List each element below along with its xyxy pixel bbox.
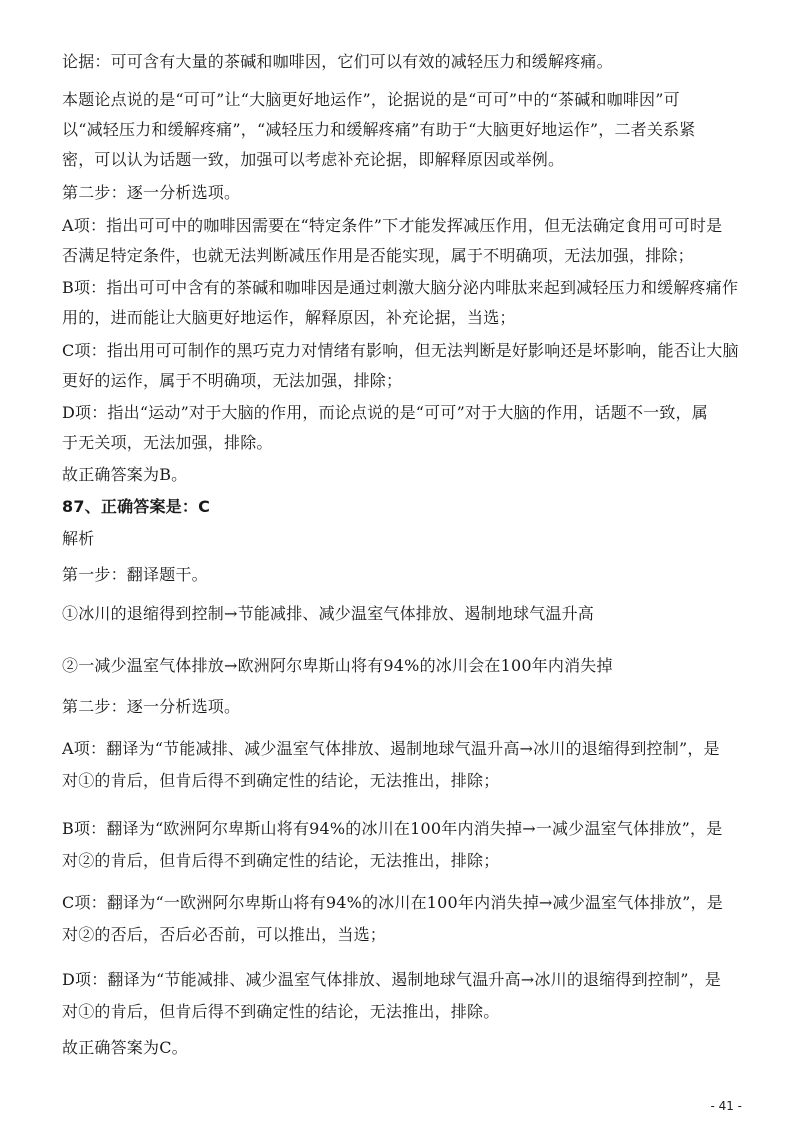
step-heading: 第一步：翻译题干。 bbox=[62, 565, 208, 584]
option-b-line: 用的，进而能让大脑更好地运作，解释原因，补充论据，当选； bbox=[62, 308, 516, 327]
option-c-line: 更好的运作，属于不明确项，无法加强，排除； bbox=[62, 371, 403, 390]
question-87-heading: 87、正确答案是：C bbox=[62, 497, 211, 516]
option-a-line: A项：指出可可中的咖啡因需要在“特定条件”下才能发挥减压作用，但无法确定食用可可时是 bbox=[62, 216, 723, 235]
step-heading: 第二步：逐一分析选项。 bbox=[62, 697, 241, 716]
page-number: - 41 - bbox=[710, 1099, 742, 1113]
premise-1-line: ①冰川的退缩得到控制→节能减排、减少温室气体排放、遏制地球气温升高 bbox=[62, 604, 595, 623]
option-b-line: 对②的肯后，但肯后得不到确定性的结论，无法推出，排除； bbox=[62, 851, 500, 870]
step-heading: 第二步：逐一分析选项。 bbox=[62, 183, 241, 202]
answer-line: 故正确答案为B。 bbox=[62, 465, 188, 484]
option-d-line: 对①的肯后，但肯后得不到确定性的结论，无法推出，排除。 bbox=[62, 1002, 500, 1021]
option-c-line: C项：翻译为“一欧洲阿尔卑斯山将有94%的冰川在100年内消失掉→减少温室气体排放”，是 bbox=[62, 893, 723, 912]
option-d-line: 于无关项，无法加强，排除。 bbox=[62, 433, 273, 452]
option-c-line: C项：指出用可可制作的黑巧克力对情绪有影响，但无法判断是好影响还是坏影响，能否让大脑 bbox=[62, 341, 739, 360]
option-d-line: D项：指出“运动”对于大脑的作用，而论点说的是“可可”对于大脑的作用，话题不一致，属 bbox=[62, 403, 708, 422]
option-a-line: 否满足特定条件，也就无法判断减压作用是否能实现，属于不明确项，无法加强，排除； bbox=[62, 246, 694, 265]
analysis-label: 解析 bbox=[62, 529, 95, 548]
analysis-paragraph-line: 以“减轻压力和缓解疼痛”，“减轻压力和缓解疼痛”有助于“大脑更好地运作”，二者关系紧 bbox=[62, 120, 696, 139]
argument-line: 论据：可可含有大量的茶碱和咖啡因，它们可以有效的减轻压力和缓解疼痛。 bbox=[62, 52, 613, 71]
analysis-paragraph-line: 本题论点说的是“可可”让“大脑更好地运作”，论据说的是“可可”中的“茶碱和咖啡因”可 bbox=[62, 90, 680, 109]
option-b-line: B项：翻译为“欧洲阿尔卑斯山将有94%的冰川在100年内消失掉→一减少温室气体排放”，是 bbox=[62, 819, 723, 838]
option-b-line: B项：指出可可中含有的茶碱和咖啡因是通过刺激大脑分泌内啡肽来起到减轻压力和缓解疼痛作 bbox=[62, 278, 739, 297]
option-d-line: D项：翻译为“节能减排、减少温室气体排放、遏制地球气温升高→冰川的退缩得到控制”，是 bbox=[62, 970, 721, 989]
premise-2-line: ②一减少温室气体排放→欧洲阿尔卑斯山将有94%的冰川会在100年内消失掉 bbox=[62, 656, 613, 675]
option-a-line: A项：翻译为“节能减排、减少温室气体排放、遏制地球气温升高→冰川的退缩得到控制”，是 bbox=[62, 739, 720, 758]
answer-line: 故正确答案为C。 bbox=[62, 1038, 188, 1057]
option-a-line: 对①的肯后，但肯后得不到确定性的结论，无法推出，排除； bbox=[62, 771, 500, 790]
analysis-paragraph-line: 密，可以认为话题一致，加强可以考虑补充论据，即解释原因或举例。 bbox=[62, 150, 565, 169]
option-c-line: 对②的否后，否后必否前，可以推出，当选； bbox=[62, 925, 387, 944]
